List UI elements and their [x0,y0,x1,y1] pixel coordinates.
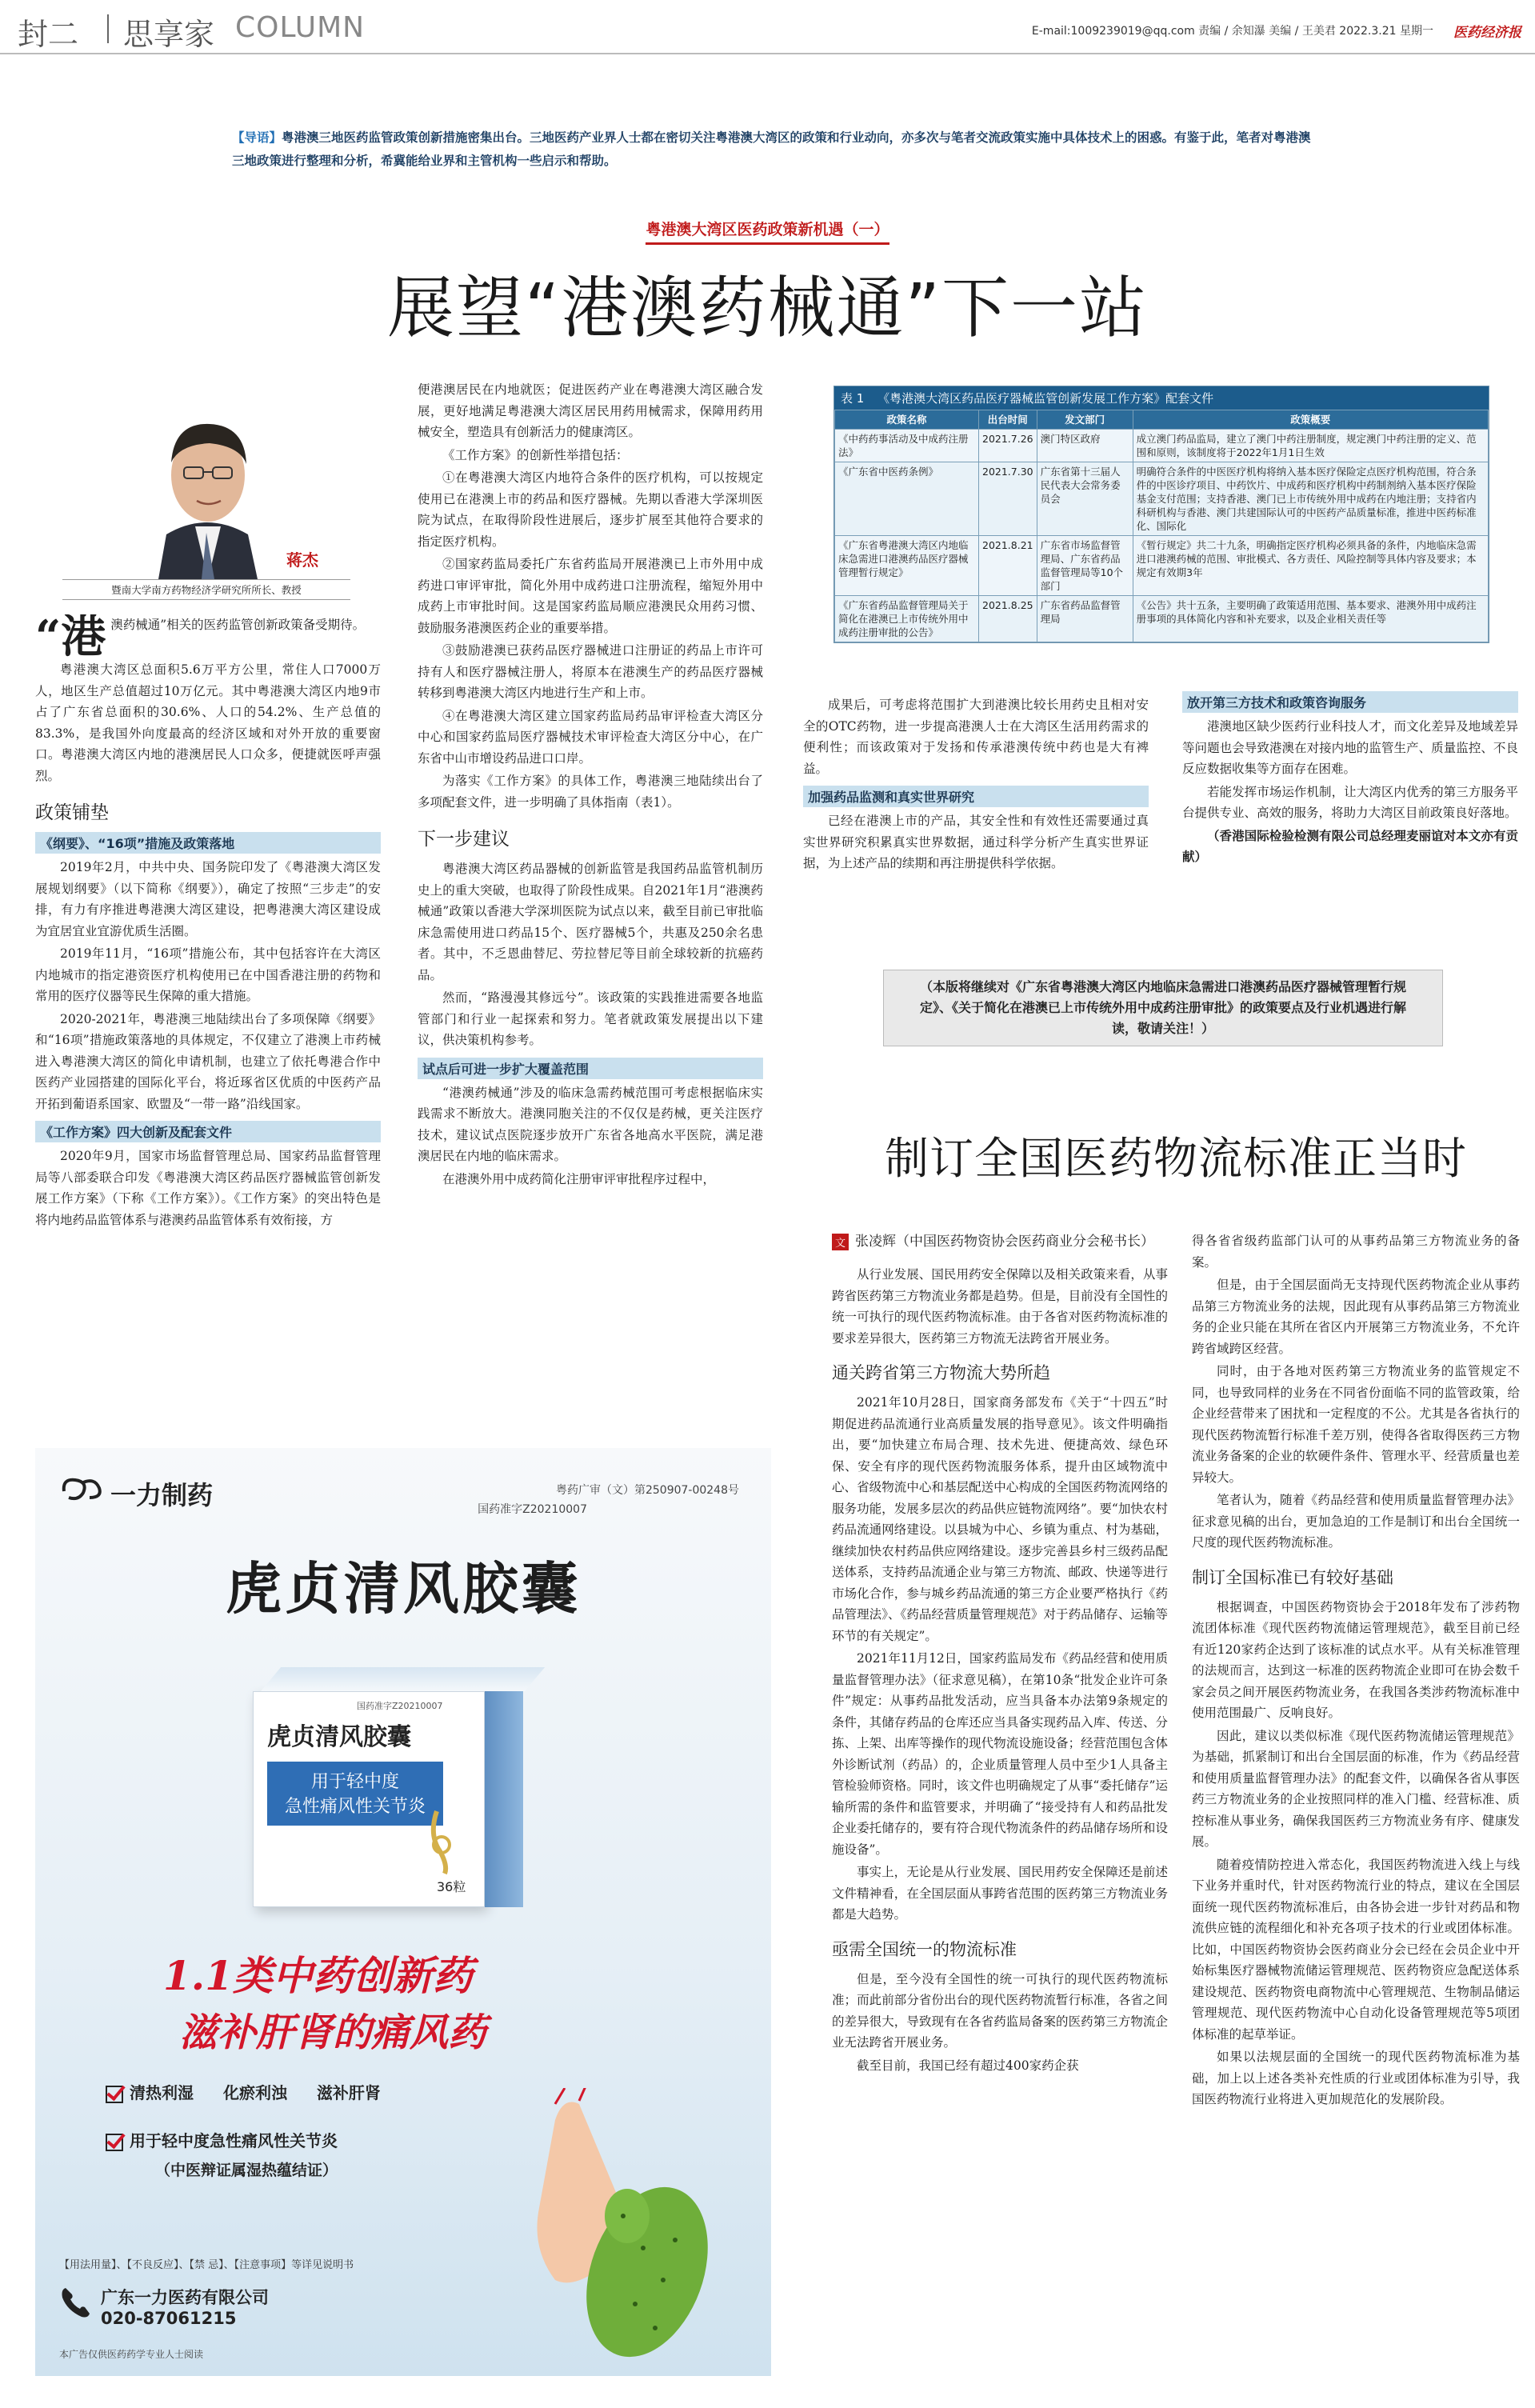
joint-illustration [413,1803,477,1875]
table-cell: 广东省市场监督管理局、广东省药品监督管理局等10个部门 [1037,536,1133,596]
col3-paragraph-2: 已经在港澳上市的产品，其安全性和有效性还需要通过真实世界研究积累真实世界数据，通过科学分析产生真实世界证据，为上述产品的续期和再注册提供科学依据。 [803,814,1149,870]
indication [106,2128,338,2151]
table-row [835,536,1489,596]
table-cell: 2021.7.26 [979,430,1037,462]
table-cell: 成立澳门药品监局，建立了澳门中药注册制度，规定澳门中药注册的定义、范围和原则，该制度将于2022年1月1日生效 [1133,430,1488,462]
table-row [835,596,1489,642]
article1-col3 [803,694,1149,876]
masthead-logo: 医药经济报 [1453,25,1521,41]
table-cell: 《公告》共十五条，主要明确了政策适用范围、基本要求、港澳外用中成药注册事项的具体简化内容和补充要求，以及企业相关责任等 [1133,596,1488,642]
ad-approval-2: 国药准字Z20210007 [478,1503,587,1516]
ad-phone: 020-87061215 [101,2309,237,2328]
table1-block [833,386,1489,643]
col1-paragraph-4: 2020-2021年，粤港澳三地陆续出台了多项保障《纲要》和“16项”措施政策落地的具体规定，不仅建立了港澳上市药械进入粤港澳大湾区的简化申请机制，也建立了依托粤港合作中医药产业园搭建的国际化平台，将近琢省区优质的中医药产品开拓到葡语系国家、欧盟及“一带一路”沿线国家。 [35,1011,381,1111]
col1-paragraph-3: 2019年11月，“16项”措施公布，其中包括容许在大湾区内地城市的指定港资医疗机构使用已在中国香港注册的药物和常用的医疗仪器等民生保障的重大措施。 [35,946,381,1003]
table-number: 表 1 [841,391,865,406]
a2-c2-paragraph-1: 得各省省级药监部门认可的从事药品第三方物流业务的备案。 [1192,1234,1520,1270]
box-product-name: 虎贞清风胶囊 [267,1723,411,1751]
blue-subheading-4: 加强药品监测和真实世界研究 [803,786,1149,807]
foot-cactus-illustration [507,2088,747,2376]
table-cell: 《广东省药品监督管理局关于简化在港澳已上市传统外用中成药注册审批的公告》 [835,596,979,642]
col1-paragraph-2: 2019年2月，中共中央、国务院印发了《粤港澳大湾区发展规划纲要》（以下简称《纲要》），确定了按照“三步走”的安排，有力有序推进粤港澳大湾区建设，把粤港澳大湾区建设成为宜居宜业宜游优质生活圈。 [35,860,381,938]
table-cell: 广东省药品监督管理局 [1037,596,1133,642]
slogan-2: 滋补肝肾的痛风药 [179,2010,487,2055]
a2-c1-paragraph-1: 从行业发展、国民用药安全保障以及相关政策来看，从事跨省医药第三方物流业务都是趋势。但是，目前没有全国性的统一可执行的现代医药物流标准。由于各省对医药物流标准的要求差异很大，医药第三方物流无法跨省开展业务。 [832,1267,1168,1346]
table-cell: 明确符合条件的中医医疗机构将纳入基本医疗保险定点医疗机构范围，符合条件的中医诊疗项目、中药饮片、中成药和医疗机构中药制剂纳入基本医疗保险基金支付范围；支持香港、澳门已上市传统外用中成药在内地注册；支持省内科研机构与香港、澳门共建国际认可的中医药产品质量标准，推进中医药标准化、国际化 [1133,462,1488,536]
benefit-3: 滋补肝肾 [316,2083,381,2102]
brand-name: 一力制药 [110,1480,214,1510]
table-header: 发文部门 [1037,410,1133,430]
table-caption: 《粤港澳大湾区药品医疗器械监管创新发展工作方案》配套文件 [877,391,1214,406]
notice-text: （本版将继续对《广东省粤港澳大湾区内地临床急需进口港澳药品医疗器械管理暂行规定》、《关于简化在港澳已上市传统外用中成药注册审批》的政策要点及行业机遇进行解读，敬请关注！） [919,979,1406,1036]
lead-paragraph [232,126,1320,173]
ad-product-title: 虎贞清风胶囊 [226,1555,581,1622]
col2-paragraph-1: 便港澳居民在内地就医；促进医药产业在粤港澳大湾区融合发展，更好地满足粤港澳大湾区居民用药用械需求，保障用药用械安全，塑造具有创新活力的健康湾区。 [418,382,763,439]
table-cell: 2021.8.21 [979,536,1037,596]
a2-c1-paragraph-6: 截至目前，我国已经有超过400家药企获 [857,2058,1079,2073]
blue-subheading-3: 试点后可进一步扩大覆盖范围 [418,1058,763,1079]
a2-c2-paragraph-2: 但是，由于全国层面尚无支持现代医药物流企业从事药品第三方物流业务的法规，因此现有从事药品第三方物流业务的企业只能在其所在省区内开展第三方物流业务，不允许跨省域跨区经营。 [1192,1278,1520,1356]
col4-paragraph-1: 港澳地区缺少医药行业科技人才，而文化差异及地域差异等问题也会导致港澳在对接内地的监管生产、质量监控、不良反应数据收集等方面存在困难。 [1182,719,1518,776]
ad-company: 广东一力医药有限公司 [101,2288,269,2307]
col2-paragraph-7: 为落实《工作方案》的具体工作，粤港澳三地陆续出台了多项配套文件，进一步明确了具体指南（表1）。 [418,774,763,810]
column-en: COLUMN [235,11,366,44]
a2-c2-paragraph-7: 随着疫情防控进入常态化，我国医药物流进入线上与线下业务并重时代，针对医药物流行业的特点，建议在全国层面统一现代医药物流标准后，由各协会进一步针对药品和物流供应链的流程细化和补充各项子技术的行业或团体标准。比如，中国医药物资协会医药商业分会已经在会员企业中开始标集医疗器械物流储运管理规范、医药物资应急配送体系建设规范、医药物资电商物流中心管理规范、生物制品储运管理规范、现代医药物流中心自动化设备管理规范等5项团体标准的起草举证。 [1192,1857,1520,2042]
col3-paragraph-1: 成果后，可考虑将范围扩大到港澳比较长用药史且相对安全的OTC药物，进一步提高港澳人士在大湾区生活用药需求的便利性；而该政策对于发扬和传承港澳传统中药也是大有裨益。 [803,698,1149,776]
article2-author: 张凌辉（中国医药物资协会医药商业分会秘书长） [855,1234,1155,1250]
a2-c1-paragraph-2: 2021年10月28日，国家商务部发布《关于“十四五”时期促进药品流通行业高质量发展的指导意见》。该文件明确指出，要“加快建立布局合理、技术先进、便捷高效、绿色环保、安全有序的现代医药物流服务体系，提升由区域物流中心、省级物流中心和基层配送中心构成的全国医药物流网络的服务功能，发展多层次的药品供应链物流网络”。要“加快农村药品流通网络建设。以县城为中心、乡镇为重点、村为基础，继续加快农村药品供应网络建设。逐步完善县乡村三级药品配送体系，支持药品流通企业与第三方物流、邮政、快递等进行市场化合作，参与城乡药品流通的第三方企业要严格执行《药品管理法》、《药品经营质量管理规范》对于药品储存、运输等环节的有关规定”。 [832,1395,1168,1643]
table-header: 政策概要 [1133,410,1488,430]
a2-c1-paragraph-3: 2021年11月12日，国家药监局发布《药品经营和使用质量监督管理办法》（征求意见稿），在第10条“批发企业许可条件”规定：从事药品批发活动，应当具备本办法第9条规定的条件，其储存药品的仓库还应当具备实现药品入库、传送、分拣、上架、出库等操作的现代物流设施设备；经营范围包含体外诊断试剂（药品）的，企业质量管理人员中至少1人具备主管检验师资格。同时，该文件也明确规定了从事“委托储存”运输所需的条件和监管要求，并明确了“接受持有人和药品批发企业委托储存的，要有符合现代物流条件的药品储存场所和设施设备”。 [832,1651,1168,1857]
col2-paragraph-6: ④在粤港澳大湾区建立国家药监局药品审评检查大湾区分中心和国家药监局医疗器械技术审评检查大湾区分中心，在广东省中山市增设药品进口口岸。 [418,708,763,766]
a2-c2-paragraph-4: 笔者认为，随着《药品经营和使用质量监督管理办法》征求意见稿的出台，更加急迫的工作是制订和出台全国统一尺度的现代医药物流标准。 [1192,1493,1520,1550]
ad-fine-print: 【用法用量】、【不良反应】、【禁 忌】、【注意事项】等详见说明书 [59,2259,354,2271]
policy-table [834,410,1489,642]
col1-intro: 澳药械通”相关的医药监管创新政策备受期待。 [110,618,366,632]
benefit-1: 清热利湿 [130,2083,194,2102]
table-cell: 《广东省粤港澳大湾区内地临床急需进口港澳药品医疗器械管理暂行规定》 [835,536,979,596]
a2-c2-paragraph-3: 同时，由于各地对医药第三方物流业务的监管规定不同，也导致同样的业务在不同省份面临不同的监管政策，给企业经营带来了困扰和一定程度的不公。尤其是各省执行的现代医药物流暂行标准千差万别，使得各省取得医药三方物流业务备案的企业的软硬件条件、管理水平、经营质量也差异较大。 [1192,1364,1520,1485]
brand-logo-icon [59,1475,104,1502]
article2-col2 [1192,1230,1520,2112]
table-cell: 《暂行规定》共二十九条，明确指定医疗机构必须具备的条件，内地临床急需进口港澳药械的范围、审批模式、各方责任、风险控制等具体内容及要求；本规定有效期3年 [1133,536,1488,596]
header-divider [107,14,109,43]
check-icon [106,2086,123,2103]
dropcap: “港 [35,614,106,659]
col1-paragraph-5: 2020年9月，国家市场监督管理总局、国家药品监督管理局等八部委联合印发《粤港澳大湾区药品医疗器械监管创新发展工作方案》（下称《工作方案》）。《工作方案》的突出特色是将内地药品监管体系与港澳药品监管体系有效衔接，方 [35,1149,381,1227]
benefit-list [106,2080,381,2103]
table-row [835,462,1489,536]
a2-subheading-3: 制订全国标准已有较好基础 [1192,1567,1393,1587]
table-cell: 《中药药事活动及中成药注册法》 [835,430,979,462]
a2-subheading-2: 亟需全国统一的物流标准 [832,1939,1017,1959]
lead-text: 粤港澳三地医药监管政策创新措施密集出台。三地医药产业界人士都在密切关注粤港澳大湾区的政策和行业动向，亦多次与笔者交流政策实施中具体技术上的困惑。有鉴于此，笔者对粤港澳三地政策进行整理和分析，希冀能给业界和主管机构一些启示和帮助。 [232,130,1311,168]
table-cell: 2021.7.30 [979,462,1037,536]
box-approval: 国药准字Z20210007 [357,1701,443,1711]
advertisement [35,1448,771,2376]
article-title: 展望“港澳药械通”下一站 [386,269,1149,347]
a2-c2-paragraph-6: 因此，建议以类似标准《现代医药物流储运管理规范》为基础，抓紧制订和出台全国层面的标准，作为《药品经营和使用质量监督管理办法》的配套文件，以确保各省从事医药三方物流业务的企业按照同样的准入门槛、经营标准、质控标准从事业务，确保我国医药三方物流业务有序、健康发展。 [1192,1728,1520,1849]
blue-subheading-1: 《纲要》、“16项”措施及政策落地 [35,832,381,854]
col2-paragraph-2: 《工作方案》的创新性举措包括： [442,447,629,462]
column-cn: 思享家 [123,17,215,52]
slogan-1: 1.1类中药创新药 [163,1952,473,1999]
lead-tag: 【导语】 [232,130,282,145]
table-row [835,430,1489,462]
article1-col2 [418,379,763,1191]
a2-c2-paragraph-8: 如果以法规层面的全国统一的现代医药物流标准为基础，加上以上述各类补充性质的行业或团体标准为引导，我国医药物流行业将进入更加规范化的发展阶段。 [1192,2050,1520,2106]
table-cell: 广东省第十三届人民代表大会常务委员会 [1037,462,1133,536]
blue-subheading-2: 《工作方案》四大创新及配套文件 [35,1121,381,1142]
article2-col1 [832,1230,1168,2078]
table-cell: 《广东省中医药条例》 [835,462,979,536]
brand-logo [59,1475,104,1506]
a2-c1-paragraph-4: 事实上，无论是从行业发展、国民用药安全保障还是前述文件精神看，在全国层面从事跨省范围的医药第三方物流业务都是大趋势。 [832,1865,1168,1922]
product-box [253,1667,533,1907]
author-title: 暨南大学南方药物经济学研究所所长、教授 [62,579,350,600]
col2-paragraph-5: ③鼓励港澳已获药品医疗器械进口注册证的药品上市许可持有人和医疗器械注册人，将原本在港澳生产的药品医疗器械转移到粤港澳大湾区内地进行生产和上市。 [418,643,763,700]
box-count: 36粒 [437,1879,466,1894]
ad-approval-1: 粤药广审（文）第250907-00248号 [555,1484,739,1497]
header-rule [0,53,1535,54]
col2-paragraph-4: ②国家药监局委托广东省药监局开展港澳已上市外用中成药进口审评审批，简化外用中成药进口注册流程，缩短外用中成药上市审批时间。这是国家药监局顺应港澳民众用药习惯、鼓励服务港澳医药企业的重要举措。 [418,557,763,635]
table-cell: 2021.8.25 [979,596,1037,642]
subheading-policy: 政策铺垫 [35,802,109,823]
ad-footnote: 本广告仅供医药药学专业人士阅读 [59,2349,204,2360]
col4-credit: （香港国际检验检测有限公司总经理麦丽谊对本文亦有贡献） [1182,828,1518,864]
a2-c2-paragraph-5: 根据调查，中国医药物资协会于2018年发布了涉药物流团体标准《现代医药物流储运管理规范》，截至目前已经有近120家药企达到了该标准的试点水平。从有关标准管理的法规而言，达到这一标准的医药物流企业即可在协会数千家会员之间开展医药物流业务，在我国各类涉药物流标准中使用范围最广、反响良好。 [1192,1599,1520,1720]
col1-paragraph-1: 粤港澳大湾区总面积5.6万平方公里，常住人口7000万人，地区生产总值超过10万亿元。其中粤港澳大湾区内地9市占了广东省总面积的30.6%、人口的54.2%、生产总值的83.3%，是我国外向度最高的经济区域和对外开放的重要窗口。粤港澳大湾区内地的港澳居民人口众多，便捷就医呼声强烈。 [35,662,381,783]
article2-title: 制订全国医药物流标准正当时 [884,1133,1467,1184]
article1-col4 [1182,691,1518,870]
benefit-2: 化瘀利浊 [222,2083,287,2102]
table-cell: 澳门特区政府 [1037,430,1133,462]
table-header: 出台时间 [979,410,1037,430]
check-icon [106,2134,123,2151]
phone-icon [59,2285,91,2320]
subheading-next: 下一步建议 [418,829,510,850]
author-name: 蒋杰 [286,550,318,570]
article1-col1 [35,614,381,1232]
col2-paragraph-9: 然而，“路漫漫其修远兮”。该政策的实践推进需要各地监管部门和行业一起探索和努力。笔者就政策发展提出以下建议，供决策机构参考。 [418,990,763,1047]
a2-subheading-1: 通关跨省第三方物流大势所趋 [832,1363,1050,1382]
indication-text: 用于轻中度急性痛风性关节炎 [130,2131,338,2150]
box-line-1: 用于轻中度 [310,1772,399,1792]
col2-paragraph-11: 在港澳外用中成药简化注册审评审批程序过程中， [442,1171,716,1186]
col4-paragraph-2: 若能发挥市场运作机制，让大湾区内优秀的第三方服务平台提供专业、高效的服务，将助力大湾区目前政策良好落地。 [1182,784,1518,820]
header-meta: E-mail:1009239019@qq.com 责编 / 余知瀑 美编 / 王美君 2022.3.21 星期一 [1031,25,1433,38]
col2-paragraph-8: 粤港澳大湾区药品器械的创新监管是我国药品监管机制历史上的重大突破，也取得了阶段性成果。自2021年1月“港澳药械通”政策以香港大学深圳医院为试点以来，截至目前已审批临床急需使用进口药品15个、医疗器械5个，共惠及250余名患者。其中，不乏恩曲替尼、劳拉替尼等目前全球较新的抗癌药品。 [418,862,763,982]
table-header: 政策名称 [835,410,979,430]
a2-c1-paragraph-5: 但是，至今没有全国性的统一可执行的现代医药物流标准；而此前部分省份出台的现代医药物流暂行标准，各省之间的差异很大，导致现有在各省药监局备案的医药第三方物流企业无法跨省开展业务。 [832,1971,1168,2050]
box-line-2: 急性痛风性关节炎 [284,1797,426,1817]
series-notice [883,970,1443,1046]
blue-subheading-5: 放开第三方技术和政策咨询服务 [1182,691,1518,713]
author-label-badge: 文 [832,1234,849,1250]
indication-sub: （中医辩证属湿热蕴结证） [155,2162,338,2179]
section-label: 封二 [18,17,79,52]
col2-paragraph-3: ①在粤港澳大湾区内地符合条件的医疗机构，可以按规定使用已在港澳上市的药品和医疗器械。先期以香港大学深圳医院为试点，在取得阶段性进展后，逐步扩展至其他符合要求的指定医疗机构。 [418,470,763,549]
col2-paragraph-10: “港澳药械通”涉及的临床急需药械范围可考虑根据临床实践需求不断放大。港澳同胞关注的不仅仅是药械，更关注医疗技术，建议试点医院逐步放开广东省各地高水平医院，满足港澳居民在内地的临床需求。 [418,1085,763,1163]
article-kicker: 粤港澳大湾区医药政策新机遇（一） [646,218,889,245]
